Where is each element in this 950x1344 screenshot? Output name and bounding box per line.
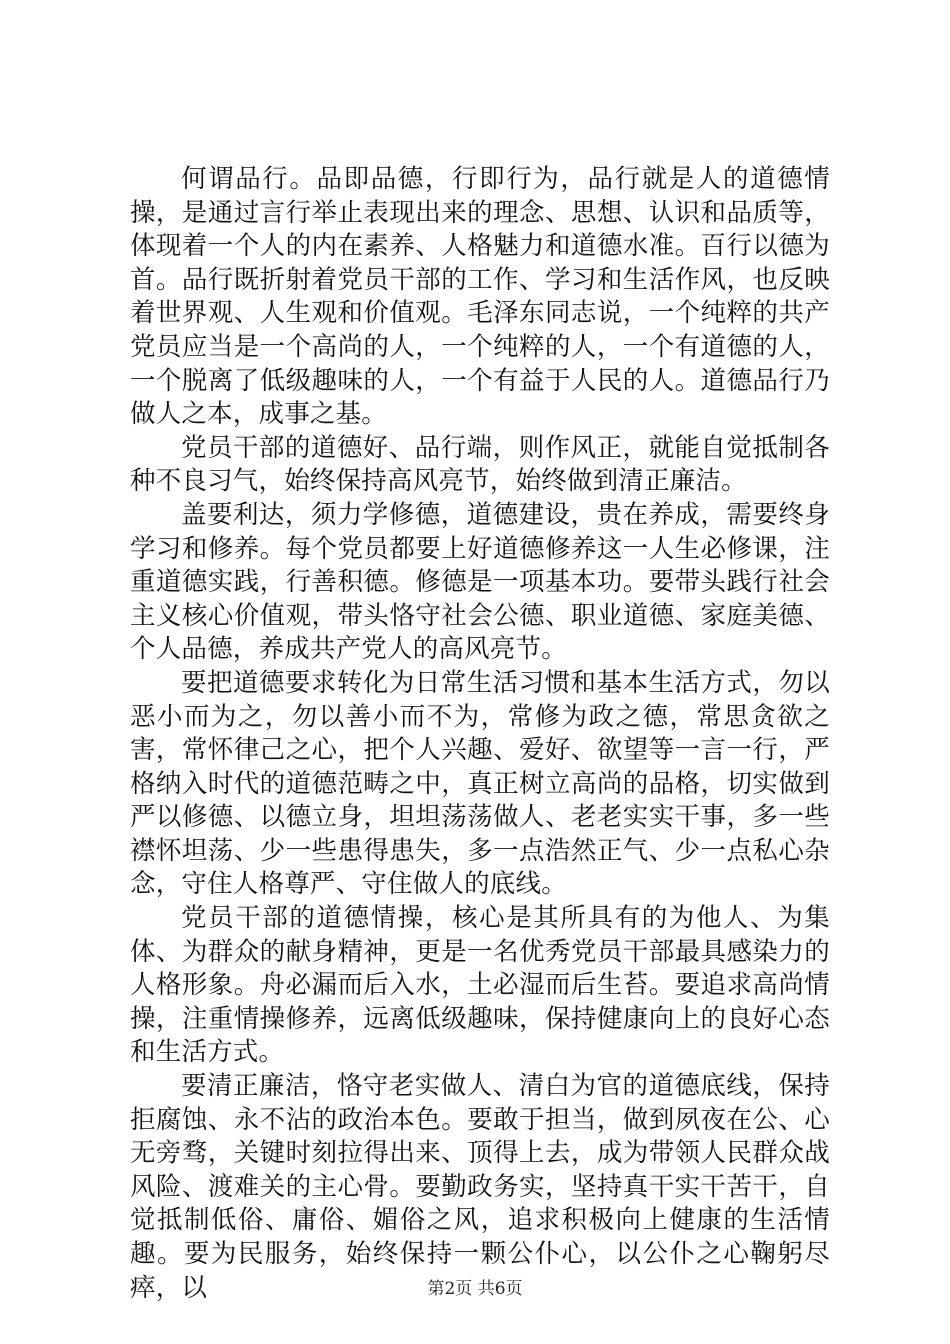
paragraph-5: 党员干部的道德情操，核心是其所具有的为他人、为集体、为群众的献身精神，更是一名优秀党员干部最具感染力的人格形象。舟必漏而后入水，土必湿而后生苔。要追求高尚情操，注重情操修养，远离低级趣味，保持健康向上的良好心态和生活方式。: [130, 903, 830, 1068]
paragraph-2: 党员干部的道德好、品行端，则作风正，就能自觉抵制各种不良习气，始终保持高风亮节，始终做到清正廉洁。: [130, 432, 830, 497]
paragraph-1: 何谓品行。品即品德，行即行为，品行就是人的道德情操，是通过言行举止表现出来的理念、思想、认识和品质等，体现着一个人的内在素养、人格魅力和道德水准。百行以德为首。品行既折射着党员干部的工作、学习和生活作风，也反映着世界观、人生观和价值观。毛泽东同志说，一个纯粹的共产党员应当是一个高尚的人，一个纯粹的人，一个有道德的人，一个脱离了低级趣味的人，一个有益于人民的人。道德品行乃做人之本，成事之基。: [130, 164, 830, 430]
page-footer: 第2页 共6页: [427, 1279, 523, 1299]
paragraph-3: 盖要利达，须力学修德，道德建设，贵在养成，需要终身学习和修养。每个党员都要上好道德修养这一人生必修课，注重道德实践，行善积德。修德是一项基本功。要带头践行社会主义核心价值观，带头恪守社会公德、职业道德、家庭美德、个人品德，养成共产党人的高风亮节。: [130, 499, 830, 665]
document-body: [130, 163, 830, 1305]
paragraph-4: 要把道德要求转化为日常生活习惯和基本生活方式，勿以恶小而为之，勿以善小而不为，常修为政之德，常思贪欲之害，常怀律己之心，把个人兴趣、爱好、欲望等一言一行，严格纳入时代的道德范畴之中，真正树立高尚的品格，切实做到严以修德、以德立身，坦坦荡荡做人、老老实实干事，多一些襟怀坦荡、少一些患得患失，多一点浩然正气、少一点私心杂念，守住人格尊严、守住做人的底线。: [130, 667, 830, 900]
paragraph-6: 要清正廉洁，恪守老实做人、清白为官的道德底线，保持拒腐蚀、永不沾的政治本色。要敢于担当，做到夙夜在公、心无旁骛，关键时刻拉得出来、顶得上去，成为带领人民群众战风险、渡难关的主心骨。要勤政务实，坚持真干实干苦干，自觉抵制低俗、庸俗、媚俗之风，追求积极向上健康的生活情趣。要为民服务，始终保持一颗公仆心，以公仆之心鞠躬尽瘁，以: [130, 1071, 830, 1303]
